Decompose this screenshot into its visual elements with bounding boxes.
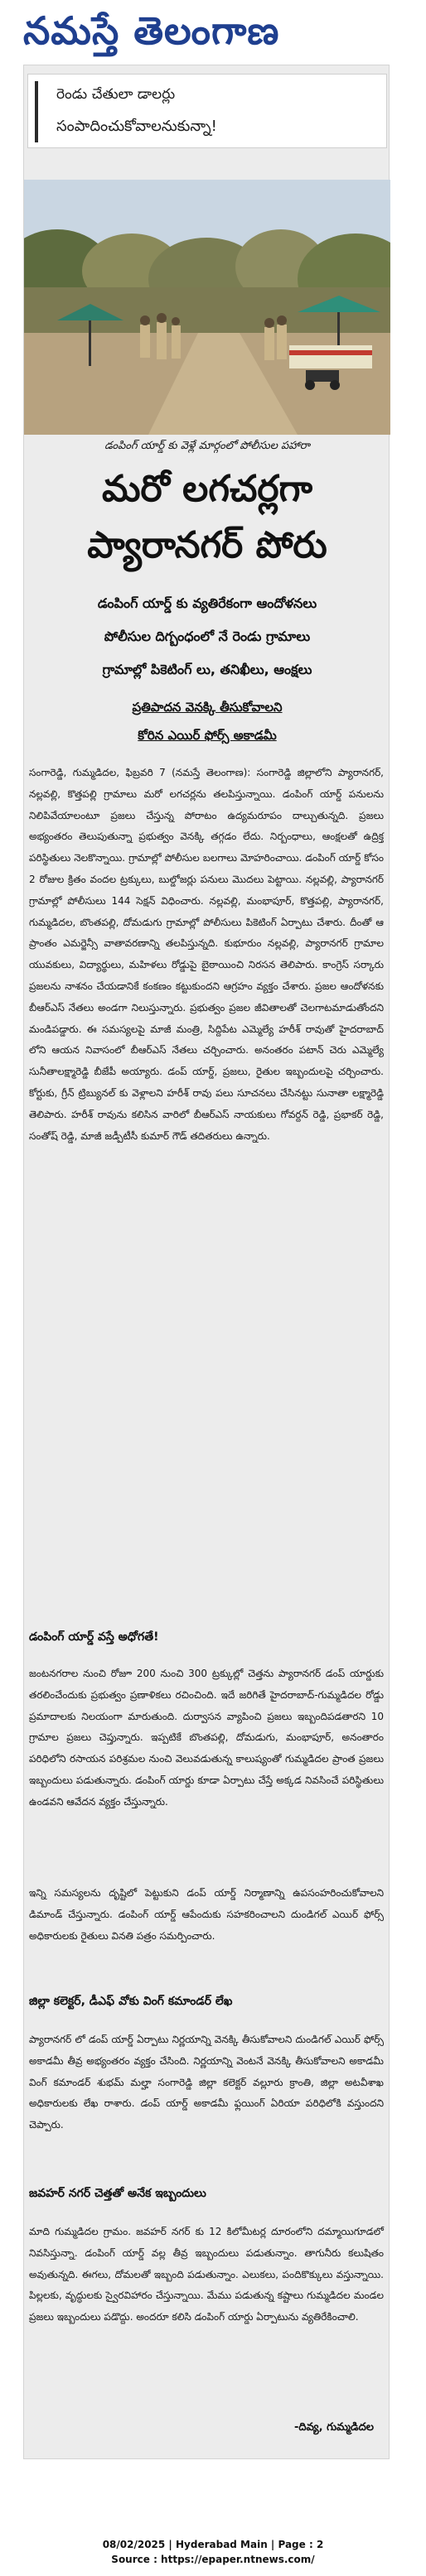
deck-line-3: గ్రామాల్లో పికెటింగ్ లు, తనిఖీలు, ఆంక్షలు: [102, 662, 312, 677]
body-paragraph-4: ప్యారానగర్ లో డంప్ యార్డ్ ఏర్పాటు నిర్ణయాన్ని వెనక్కి తీసుకోవాలని దుండిగల్ ఎయిర్ ఫోర్స్ అకాడమీ తీవ్ర అభ్యంతరం వ్యక్తం చేసింది. నిర్ణయాన్ని వెంటనే వెనక్కి తీసుకోవాలని అకాడమీ వింగ్ కమాండర్ శుభమ్ మల్హా సంగారెడ్డి జిల్లా కలెక్టర్ వల్లూరు క్రాంతి, జిల్లా అటవీశాఖ అధికారులకు లేఖ రాశారు. డంప్ యార్డ్ అకాడమీ ఫ్లయింగ్ ఏరియా పరిధిలోకి వస్తుందని చెప్పారు.: [29, 2034, 384, 2131]
deck-line-1: డంపింగ్ యార్డ్ కు వ్యతిరేకంగా ఆందోళనలు: [97, 595, 317, 611]
headline-line-2: ప్యారానగర్ పోరు: [87, 524, 327, 566]
tease-line-2: సంపాదించుకోవాలనుకున్నా!: [56, 118, 217, 135]
masthead: [23, 5, 355, 56]
masthead-title: నమస్తే తెలంగాణ: [23, 8, 280, 53]
body-paragraph-2: జంటనగరాల నుంచి రోజూ 200 నుంచి 300 ట్రక్కుల్లో చెత్తను ప్యారానగర్ డంప్ యార్డుకు తరలించేందుకు ప్రభుత్వం ప్రణాళికలు రచించింది. ఇదే జరిగితే హైదరాబాద్-గుమ్మడిదల రోడ్డు ప్రమాదాలకు నిలయంగా మారుతుంది. దుర్వాసన వ్యాపించి ప్రజలు ఇబ్బందిపడతారని 10 గ్రామాల ప్రజలు చెప్తున్నారు. ఇప్పటికే బొంతపల్లి, దోమడుగు, మంభాపూర్, అనంతారం పరిధిలోని రసాయన పరిశ్రమల నుంచి వెలువడుతున్న కాలుష్యంతో గుమ్మడిదల ప్రాంత ప్రజలు ఇబ్బందులు పడుతున్నారు. డంపింగ్ యార్డు కూడా ఏర్పాటు చేస్తే అక్కడ నివసించే పరిస్థితులు ఉండవని ఆవేదన వ్యక్తం చేస్తున్నారు.: [29, 1668, 384, 1808]
body-column-section-1: [29, 763, 384, 1611]
subhead-2: జిల్లా కలెక్టర్, డీఎఫ్ వోకు వింగ్ కమాండర్ లేఖ: [29, 1995, 233, 2008]
body-paragraph-5: మాది గుమ్మడిదల గ్రామం. జవహర్ నగర్ కు 12 కిలోమీటర్ల దూరంలోని దమ్మాయిగూడలో నివసిస్తున్నా. డంపింగ్ యార్డ్ వల్ల తీవ్ర ఇబ్బందులు పడుతున్నాం. తాగునీరు కలుషితం అవుతున్నది. ఈగలు, దోమలతో ఇబ్బంది పడుతున్నాం. ఎలుకలు, పందికొక్కులు వస్తున్నాయి. పిల్లలకు, వృద్ధులకు స్వైరవిహారం చేస్తున్నాయి. మేము పడుతున్న కష్టాలు గుమ్మడిదల మండల ప్రజలు ఇబ్బందులు పడొద్దు. అందరూ కలిసి డంపింగ్ యార్డు ఏర్పాటును వ్యతిరేకించాలి.: [29, 2226, 384, 2323]
body-column-section-4: [29, 2030, 384, 2187]
body-column-section-2: [29, 1664, 384, 1879]
news-article: [23, 65, 390, 2459]
body-column-section-3: [29, 1883, 384, 1991]
body-column-section-5: [29, 2222, 384, 2419]
body-paragraph-1: సంగారెడ్డి, గుమ్మడిదల, ఫిబ్రవరి 7 (నమస్తే తెలంగాణ): సంగారెడ్డి జిల్లాలోని ప్యారానగర్, నల్లవల్లి, కొత్తపల్లి గ్రామాలు మరో లగచర్లను తలపిస్తున్నాయి. డంపింగ్ యార్డ్ పనులను నిలిపివేయాలంటూ ప్రజలు చేస్తున్న పోరాటం ఉద్యమరూపం దాల్చుతున్నది. ప్రజలు అభ్యంతరం తెలుపుతున్నా ప్రభుత్వం వెనక్కి తగ్గడం లేదు. నిర్బంధాలు, ఆంక్షలతో ఉద్రిక్త పరిస్థితులు నెలకొన్నాయి. గ్రామాల్లో పోలీసుల బలగాలు మోహరించాయి. డంపింగ్ యార్డ్ కోసం 2 రోజుల క్రితం వందల ట్రక్కులు, బుల్డోజర్లు పనులు మొదలు పెట్టాయి. నల్లవల్లి, ప్యారానగర్ గ్రామాల్లో పోలీసులు 144 సెక్షన్ విధించారు. నల్లవల్లి, మంభాపూర్, కొత్తపల్లి, ప్యారానగర్, గుమ్మడిదల, బొంతపల్లి, దోమడుగు గ్రామాల్లో పోలీసులు పికెటింగ్ ఏర్పాటు చేశారు. దీంతో ఆ ప్రాంతం ఎమర్జెన్సీ వాతావరణాన్ని తలపిస్తున్నది. కుభూరుం నల్లవల్లి, ప్యారానగర్ గ్రామాల యువకులు, విద్యార్థులు, మహిళలు రోడ్డుపై బైఠాయించి నిరసన తెలిపారు. కాంగ్రెస్ సర్కారు ప్రజలను నాశనం చేయడానికే కంకణం కట్టుకుందని ఆగ్రహం వ్యక్తం చేశారు. ప్రజల ఆందోళనకు బీఆర్ఎస్ నేతలు అండగా నిలుస్తున్నారు. ప్రభుత్వం ప్రజల జీవితాలతో చెలగాటమాడుతోందని మండిపడ్డారు. ఈ సమస్యలపై మాజీ మంత్రి, సిద్దిపేట ఎమ్మెల్యే హరీశ్ రావుతో హైదరాబాద్ లోని ఆయన నివాసంలో బీఆర్ఎస్ నేతలు చర్చించారు. అనంతరం పటాన్ చెరు ఎమ్మెల్యే సునీతాలక్ష్మారెడ్డి బీజేపీ అయ్యారు. డంప్ యార్డ్, ప్రజలు, రైతుల ఇబ్బందులపై చర్చించారు. కోర్టుకు, గ్రీన్ ట్రిబ్యునల్ కు వెళ్లాలని హరీశ్ రావు పలు సూచనలు చేసినట్టు సునాతా లక్ష్మారెడ్డి తెలిపారు. హరీశ్ రావును కలిసిన వారిలో బీఆర్ఎస్ నాయకులు గోవర్దన్ రెడ్డి, ప్రభాకర్ రెడ్డి, సంతోష్ రెడ్డి, మాజీ జడ్పీటీసీ కుమార్ గౌడ్ తదితరులు ఉన్నారు.: [29, 767, 384, 1142]
tease-box: [27, 74, 387, 148]
article-photo: [24, 180, 390, 435]
headline-line-1: మరో లగచర్లగా: [101, 468, 313, 510]
deck-line-4: ప్రతిపాదన వెనక్కి తీసుకోవాలని: [132, 700, 283, 715]
footer-date-edition: 08/02/2025 | Hyderabad Main | Page : 2: [102, 2539, 324, 2550]
deck-line-2: పోలీసుల దిగ్బంధంలో నే రెండు గ్రామాలు: [104, 628, 311, 644]
tease-line-1: రెండు చేతులా డాలర్లు: [56, 86, 176, 103]
byline: -దివ్య, గుమ్మడిదల: [294, 2421, 374, 2434]
body-paragraph-3: ఇన్ని సమస్యలను దృష్టిలో పెట్టుకుని డంప్ యార్డ్ నిర్మాణాన్ని ఉపసంహరించుకోవాలని డిమాండ్ చేస్తున్నారు. డంపింగ్ యార్డ్ ఆపేందుకు సహకరించాలని దుండిగల్ ఎయిర్ ఫోర్స్ అధికారులకు రైతులు వినతి పత్రం సమర్పించారు.: [29, 1887, 384, 1942]
tease-accent-bar: [35, 81, 38, 142]
subhead-1: డంపింగ్ యార్డ్ వస్తే అధోగతే!: [29, 1630, 159, 1644]
footer-source: Source : https://epaper.ntnews.com/: [111, 2554, 315, 2565]
photo-caption: డంపింగ్ యార్డ్ కు వెళ్లే మార్గంలో పోలీసుల పహారా: [104, 440, 310, 452]
subhead-3: జవహర్ నగర్ చెత్తతో అనేక ఇబ్బందులు: [29, 2187, 206, 2200]
deck-line-5: కోరిన ఎయిర్ ఫోర్స్ అకాడమీ: [138, 728, 277, 743]
